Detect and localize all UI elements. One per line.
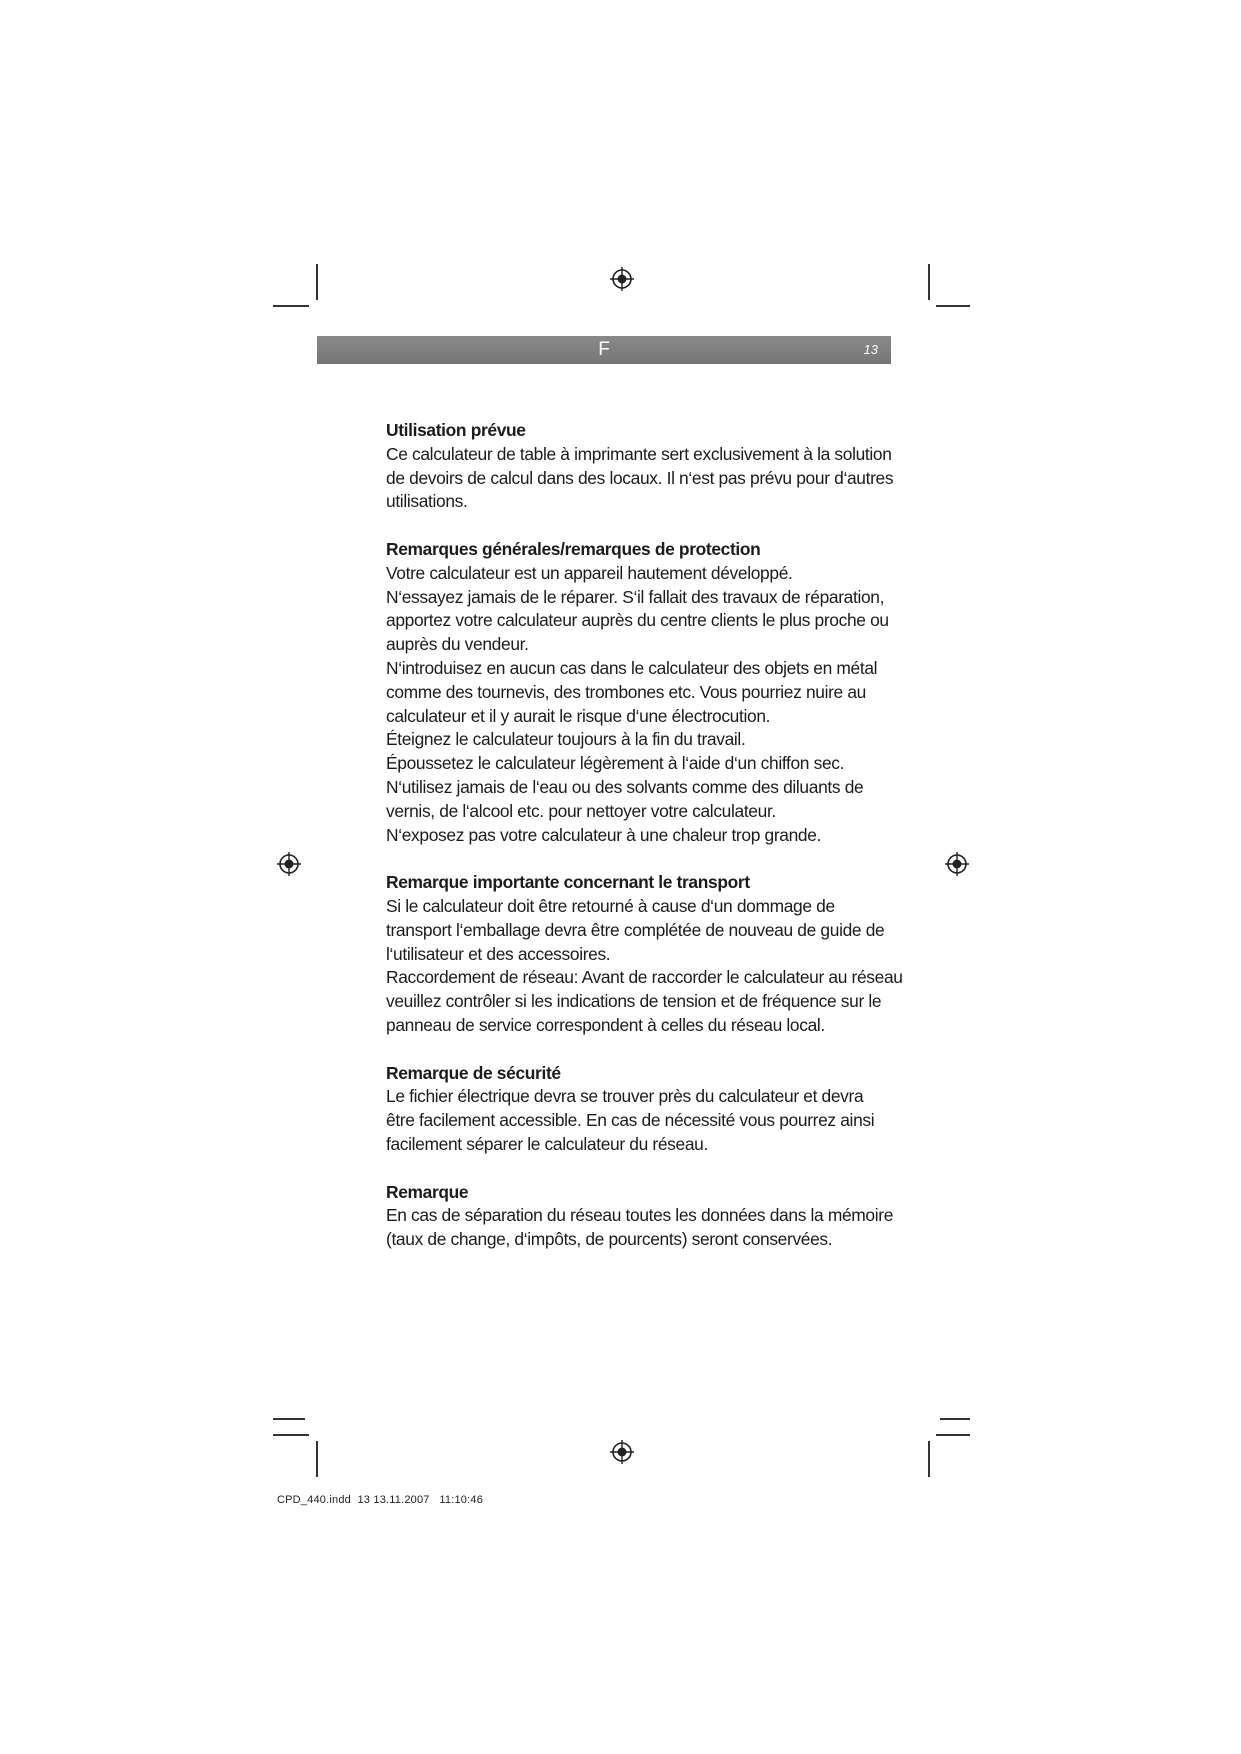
registration-mark-icon [944, 851, 970, 877]
text-line: facilement séparer le calculateur du réseau. [386, 1133, 708, 1154]
text-line: Si le calculateur doit être retourné à cause d‘un dommage de [386, 895, 835, 916]
section-remarques-generales [386, 538, 906, 847]
text-line: être facilement accessible. En cas de nécessité vous pourrez ainsi [386, 1110, 875, 1131]
crop-mark [316, 264, 318, 300]
page-header-bar [317, 336, 891, 364]
text-line: auprès du vendeur. [386, 634, 529, 655]
text-line: transport l‘emballage devra être complétée de nouveau de guide de [386, 919, 885, 940]
crop-mark [936, 1434, 970, 1436]
section-heading: Remarque de sécurité [386, 1062, 561, 1083]
crop-mark [928, 1441, 930, 1477]
section-heading: Utilisation prévue [386, 420, 526, 440]
registration-mark-icon [609, 266, 635, 292]
text-line: Votre calculateur est un appareil hautement développé. [386, 562, 793, 583]
crop-mark [940, 1418, 970, 1420]
crop-mark [273, 305, 309, 307]
section-heading: Remarque importante concernant le transport [386, 872, 750, 893]
text-line: vernis, de l‘alcool etc. pour nettoyer votre calculateur. [386, 800, 776, 821]
text-line: (taux de change, d‘impôts, de pourcents) seront conservées. [386, 1229, 833, 1250]
text-line: N‘introduisez en aucun cas dans le calculateur des objets en métal [386, 657, 878, 678]
slug-page: 13 [357, 1494, 371, 1506]
crop-mark [273, 1434, 309, 1436]
text-line: Éteignez le calculateur toujours à la fin du travail. [386, 729, 746, 750]
registration-mark-icon [609, 1439, 635, 1465]
text-line: Ce calculateur de table à imprimante sert exclusivement à la solution [386, 443, 892, 464]
section-heading: Remarques générales/remarques de protection [386, 538, 761, 559]
page-content [386, 419, 906, 1276]
section-remarque-securite [386, 1062, 906, 1157]
text-line: Raccordement de réseau: Avant de raccorder le calculateur au réseau [386, 967, 903, 988]
text-line: N‘essayez jamais de le réparer. S‘il fallait des travaux de réparation, [386, 586, 885, 607]
language-letter: F [598, 339, 610, 360]
page-number: 13 [863, 342, 878, 357]
crop-mark [936, 305, 970, 307]
text-line: En cas de séparation du réseau toutes les données dans la mémoire [386, 1205, 894, 1226]
text-line: l‘utilisateur et des accessoires. [386, 943, 611, 964]
text-line: N‘exposez pas votre calculateur à une chaleur trop grande. [386, 824, 822, 845]
print-slug [277, 1494, 483, 1506]
text-line: comme des tournevis, des trombones etc. Vous pourriez nuire au [386, 681, 866, 702]
text-line: Le fichier électrique devra se trouver près du calculateur et devra [386, 1086, 864, 1107]
section-remarque-transport [386, 871, 906, 1038]
text-line: N‘utilisez jamais de l‘eau ou des solvants comme des diluants de [386, 776, 864, 797]
crop-mark [928, 264, 930, 300]
crop-mark [316, 1441, 318, 1477]
text-line: apportez votre calculateur auprès du centre clients le plus proche ou [386, 610, 889, 631]
text-line: Époussetez le calculateur légèrement à l‘aide d‘un chiffon sec. [386, 753, 845, 774]
slug-filename: CPD_440.indd [277, 1494, 351, 1506]
registration-mark-icon [276, 851, 302, 877]
section-remarque [386, 1181, 906, 1252]
section-utilisation-prevue [386, 419, 906, 514]
text-line: veuillez contrôler si les indications de tension et de fréquence sur le [386, 991, 882, 1012]
text-line: utilisations. [386, 491, 468, 512]
slug-time: 11:10:46 [439, 1494, 484, 1506]
section-heading: Remarque [386, 1181, 469, 1202]
text-line: panneau de service correspondent à celles du réseau local. [386, 1014, 825, 1035]
slug-date: 13.11.2007 [373, 1494, 430, 1506]
crop-mark [273, 1418, 305, 1420]
text-line: calculateur et il y aurait le risque d‘une électrocution. [386, 705, 771, 726]
text-line: de devoirs de calcul dans des locaux. Il n‘est pas prévu pour d‘autres [386, 467, 894, 488]
